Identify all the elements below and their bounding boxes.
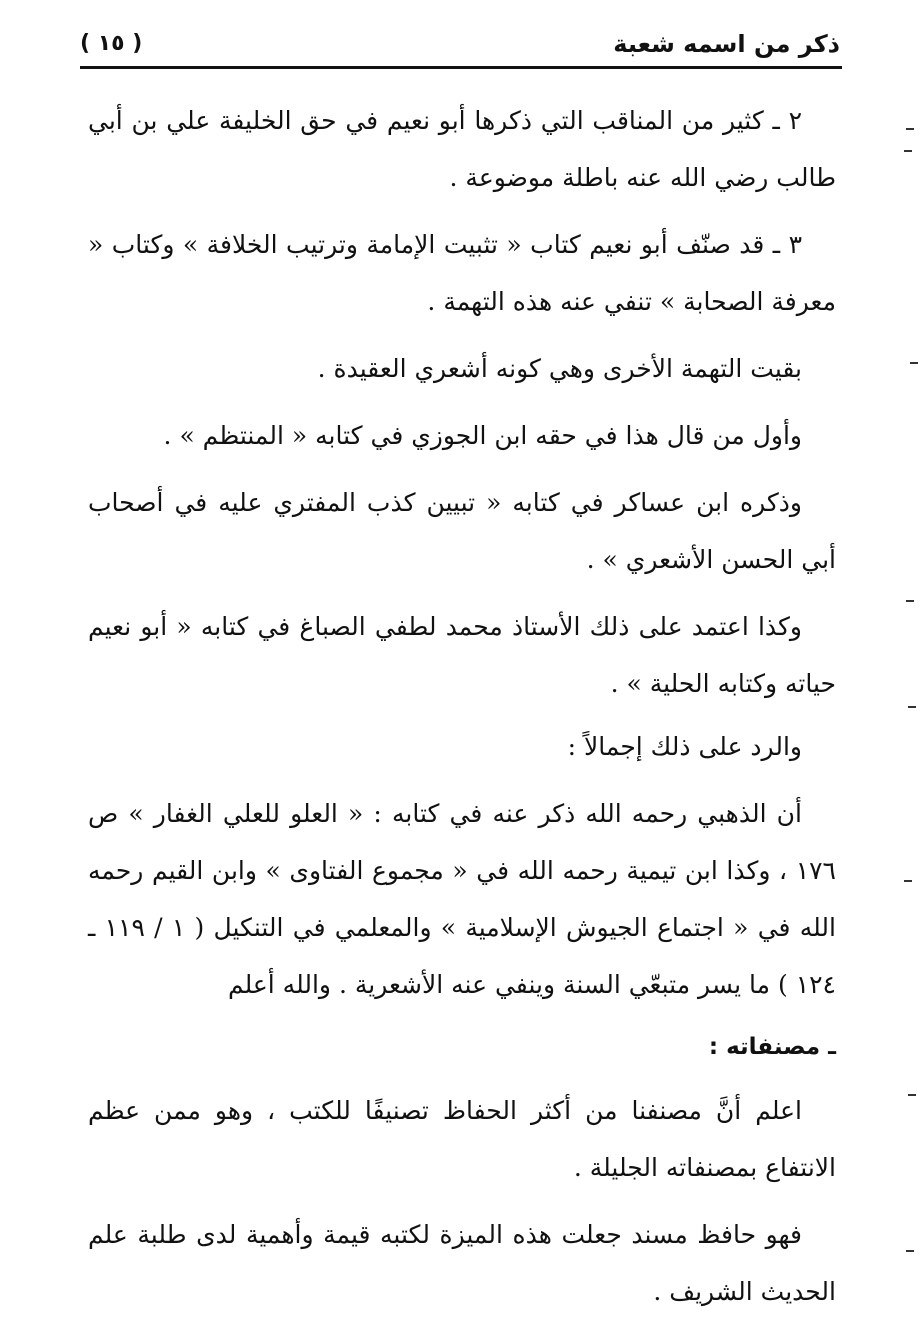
margin-mark — [908, 706, 916, 708]
paragraph-ibn-al-jawzi: وأول من قال هذا في حقه ابن الجوزي في كتابه « المنتظم » . — [163, 421, 802, 450]
paragraph-rebuttal: أن الذهبي رحمه الله ذكر عنه في كتابه : « العلو للعلي الغفار » ص ١٧٦ ، وكذا ابن تيمية رحمه الله في « مجموع الفتاوى » وابن القيم رحمه الله في « اجتماع الجيوش الإسلامية » والمعلمي في التنكيل ( ١ / ١١٩ ـ ١٢٤ ) ما يسر متبعّي السنة وينفي عنه الأشعرية . والله أعلم — [88, 799, 836, 999]
margin-mark — [904, 150, 912, 152]
paragraph-point-2: ٢ ـ كثير من المناقب التي ذكرها أبو نعيم في حق الخليفة علي بن أبي طالب رضي الله عنه باطلة موضوعة . — [88, 106, 836, 192]
paragraph-remaining-accusation: بقيت التهمة الأخرى وهي كونه أشعري العقيدة . — [317, 354, 802, 383]
paragraph-point-3: ٣ ـ قد صنّف أبو نعيم كتاب « تثبيت الإمامة وترتيب الخلافة » وكتاب « معرفة الصحابة » تنفي عنه هذه التهمة . — [88, 230, 836, 316]
margin-mark — [906, 600, 914, 602]
running-title: ذكر من اسمه شعبة — [613, 30, 840, 58]
margin-mark — [906, 128, 914, 130]
paragraph-rebuttal-intro: والرد على ذلك إجمالاً : — [567, 732, 802, 761]
margin-mark — [904, 880, 912, 882]
page-body — [88, 92, 836, 1330]
margin-mark — [910, 362, 918, 364]
page-number: ( ١٥ ) — [80, 31, 143, 56]
paragraph-works-1: اعلم أنَّ مصنفنا من أكثر الحفاظ تصنيفًا للكتب ، وهو ممن عظم الانتفاع بمصنفاته الجليلة . — [88, 1096, 836, 1182]
margin-mark — [906, 1250, 914, 1252]
section-heading-works: ـ مصنفاته : — [708, 1034, 836, 1060]
paragraph-sabbagh: وكذا اعتمد على ذلك الأستاذ محمد لطفي الصباغ في كتابه « أبو نعيم حياته وكتابه الحلية » . — [88, 612, 836, 698]
paragraph-ibn-asakir: وذكره ابن عساكر في كتابه « تبيين كذب المفتري عليه في أصحاب أبي الحسن الأشعري » . — [88, 488, 836, 574]
header-rule — [80, 66, 842, 69]
paragraph-works-2: فهو حافظ مسند جعلت هذه الميزة لكتبه قيمة وأهمية لدى طلبة علم الحديث الشريف . — [88, 1220, 836, 1306]
running-header — [80, 28, 840, 62]
margin-mark — [908, 1094, 916, 1096]
